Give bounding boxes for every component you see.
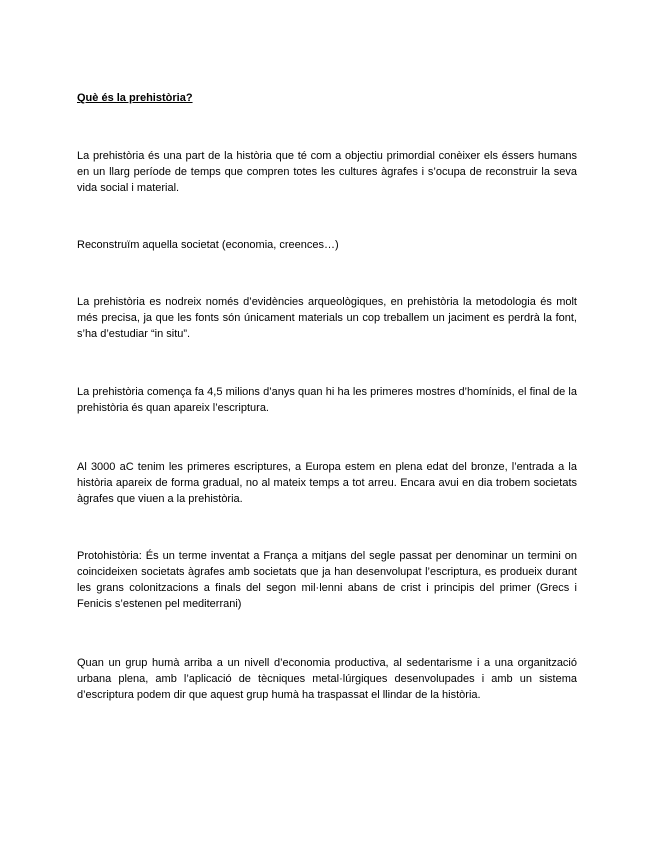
page-title: Què és la prehistòria? bbox=[77, 92, 193, 104]
paragraph-definition: La prehistòria és una part de la història que té com a objectiu primordial conèixer els éssers humans en un llarg període de temps que compren totes les cultures àgrafes i s’ocupa de reconstruir la seva vida social i material. bbox=[77, 150, 577, 194]
paragraph-sources: La prehistòria es nodreix només d’evidències arqueològiques, en prehistòria la metodologia és molt més precisa, ja que les fonts són únicament materials un cop treballem un jaciment es perdrà la font, s’ha d’estudiar “in situ”. bbox=[77, 296, 577, 340]
paragraph-threshold: Quan un grup humà arriba a un nivell d’economia productiva, al sedentarisme i a una organització urbana plena, amb l’aplicació de tècniques metal·lúrgiques desenvolupades i amb un sistema d’escriptura podem dir que aquest grup humà ha traspassat el llindar de la història. bbox=[77, 657, 577, 701]
paragraph-timeline: La prehistòria comença fa 4,5 milions d’anys quan hi ha les primeres mostres d’homínids, el final de la prehistòria és quan apareix l’escriptura. bbox=[77, 386, 577, 414]
paragraph-reconstruction: Reconstruïm aquella societat (economia, creences…) bbox=[77, 239, 339, 251]
paragraph-writing: Al 3000 aC tenim les primeres escriptures, a Europa estem en plena edat del bronze, l’entrada a la història apareix de forma gradual, no al mateix temps a tot arreu. Encara avui en dia trobem societats àgrafes que viuen a la prehistòria. bbox=[77, 461, 577, 505]
paragraph-protohistory: Protohistòria: És un terme inventat a França a mitjans del segle passat per denominar un termini on coincideixen societats àgrafes amb societats que ja han desenvolupat l’escriptura, es produeix durant les grans colonitzacions a finals del segon mil·lenni abans de crist i principis del primer (Grecs i Fenicis s’estenen pel mediterrani) bbox=[77, 550, 577, 610]
